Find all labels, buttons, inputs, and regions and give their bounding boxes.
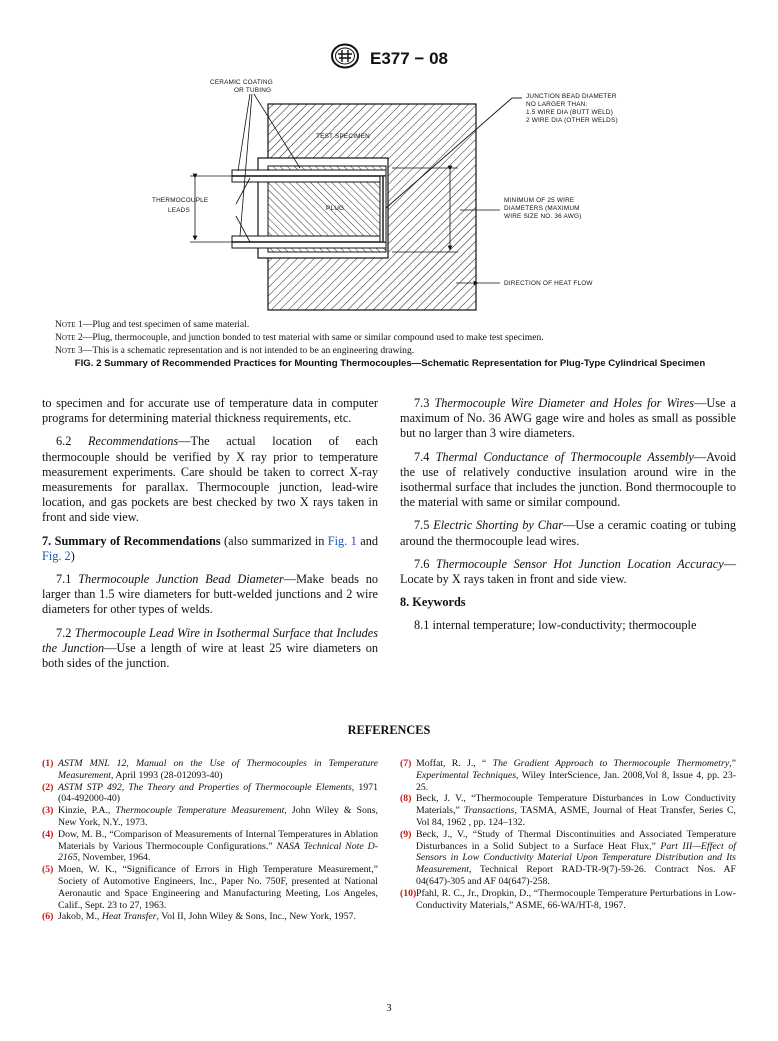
label-junction-2: NO LARGER THAN: <box>526 101 588 108</box>
reference-number[interactable]: (10) <box>400 887 417 899</box>
label-min-1: MINIMUM OF 25 WIRE <box>504 197 575 204</box>
reference-item: (8) Beck, J. V., “Thermocouple Temperature Disturbances in Low Conductivity Materials,” Transactions, TASMA, ASME, Journal of Heat Transfer, Series C, Vol 84, 1962 , pp. 124–132. <box>400 793 737 828</box>
references-right <box>400 758 736 911</box>
figure-note: Note 1—Plug and test specimen of same material. <box>55 319 250 330</box>
figure-notes <box>55 318 725 357</box>
references-left <box>42 758 378 923</box>
fig1-link[interactable]: Fig. 1 <box>327 533 357 548</box>
reference-number[interactable]: (7) <box>400 758 412 769</box>
label-ceramic-1: CERAMIC COATING <box>210 79 273 86</box>
page-number: 3 <box>386 1003 392 1014</box>
paragraph-8-1: 8.1 internal temperature; low-conductivity; thermocouple <box>414 618 697 633</box>
section-7-heading: 7. Summary of Recommendations (also summarized in Fig. 1 and Fig. 2) <box>42 533 378 563</box>
fig2-link[interactable]: Fig. 2 <box>42 548 71 563</box>
reference-item: (3) Kinzie, P.A., Thermocouple Temperature Measurement, John Wiley & Sons, New York, N.Y., 1973. <box>42 805 378 828</box>
reference-number[interactable]: (5) <box>42 864 54 876</box>
paragraph-continuation: to specimen and for accurate use of temperature data in computer programs for determining material thickness requirements, etc. <box>42 396 378 426</box>
reference-number[interactable]: (4) <box>42 828 54 840</box>
left-column <box>42 396 378 679</box>
label-leads-1: THERMOCOUPLE <box>152 197 209 204</box>
paragraph-7-4: 7.4 Thermal Conductance of Thermocouple Assembly—Avoid the use of relatively conductive insulation around wire in the isothermal surface that includes the junction. Bond thermocouple to the material with same or similar compound. <box>400 449 736 510</box>
paragraph-7-2: 7.2 Thermocouple Lead Wire in Isothermal Surface that Includes the Junction—Use a length of wire at least 25 wire diameters on both sides of the junction. <box>42 625 378 671</box>
right-column <box>400 396 736 642</box>
label-plug: PLUG <box>326 205 345 212</box>
figure-2-diagram <box>140 76 660 316</box>
paragraph-7-1: 7.1 Thermocouple Junction Bead Diameter—Make beads no larger than 1.5 wire diameters for butt-welded junctions and 2 wire diameters for other types of welds. <box>42 572 378 617</box>
reference-item: (10) Pfahl, R. C., Jr., Dropkin, D., “Thermocouple Temperature Perturbations in Low-Conductivity Materials,” ASME, 66-WA/HT-8, 1967. <box>400 887 736 911</box>
reference-item: (1) ASTM MNL 12, Manual on the Use of Thermocouples in Temperature Measurement, April 1993 (28-012093-40) <box>42 758 378 781</box>
paragraph-7-6: 7.6 Thermocouple Sensor Hot Junction Location Accuracy—Locate by X rays taken in front and side view. <box>400 556 736 587</box>
label-leads-2: LEADS <box>168 207 190 214</box>
reference-number[interactable]: (1) <box>42 758 54 769</box>
reference-item: (7) Moffat, R. J., “ The Gradient Approach to Thermocouple Thermometry,” Experimental Techniques, Wiley InterScience, Jan. 2008,Vol 8, Issue 4, pp. 23-25. <box>400 758 736 793</box>
reference-number[interactable]: (6) <box>42 911 54 923</box>
paragraph-6-2: 6.2 Recommendations—The actual location of each thermocouple should be verified by X ray prior to temperature measurement experiments. Care should be taken to correct X-ray measurements for parallax. Thermocouple junction, lead-wire location, and gas pockets are best checked by two X rays taken in front and side view. <box>42 434 378 525</box>
reference-item: (5) Moen, W. K., “Significance of Errors in High Temperature Measurement,” Society of Automotive Engineers, Inc., Paper No. 750F, presented at National Aeronautic and Space Engineering and Manufacturing Meeting, Los Angeles, Calif., Sept. 23 to 27, 1963. <box>42 864 378 911</box>
label-min-2: DIAMETERS (MAXIMUM <box>504 205 580 212</box>
reference-number[interactable]: (8) <box>400 793 412 805</box>
label-heat-flow: DIRECTION OF HEAT FLOW <box>504 280 593 287</box>
label-ceramic-2: OR TUBING <box>234 87 272 94</box>
figure-note: Note 3—This is a schematic representation and is not intended to be an engineering drawing. <box>55 345 415 356</box>
reference-number[interactable]: (3) <box>42 805 54 817</box>
label-junction-3: 1.5 WIRE DIA (BUTT WELD) <box>526 109 614 116</box>
label-junction-4: 2 WIRE DIA (OTHER WELDS) <box>526 117 618 124</box>
reference-item: (9) Beck, J., V., “Study of Thermal Discontinuities and Associated Temperature Disturbances in a Solid Subject to a Surface Heat Flux,” Part III—Effect of Sensors in Low Conductivity Material Upon Temperature Distribution and Its Measurement, Technical Report RAD-TR-9(7)-59-26. Contract Nos. AF 04(647)-305 and AF 04(647)-258. <box>400 828 737 887</box>
reference-item: (6) Jakob, M., Heat Transfer, Vol II, John Wiley & Sons, Inc., New York, 1957. <box>42 911 356 923</box>
label-junction-1: JUNCTION BEAD DIAMETER <box>526 93 617 100</box>
reference-number[interactable]: (9) <box>400 828 412 840</box>
reference-item: (4) Dow, M. B., “Comparison of Measurements of Internal Temperatures in Ablation Materials by Various Thermocouple Configurations.” NASA Technical Note D-2165, November, 1964. <box>42 828 378 864</box>
paragraph-7-5: 7.5 Electric Shorting by Char—Use a ceramic coating or tubing around the thermocouple lead wires. <box>400 518 736 548</box>
page-header <box>0 43 778 74</box>
figure-note: Note 2—Plug, thermocouple, and junction bonded to test material with same or similar compound used to make test specimen. <box>55 332 544 343</box>
paragraph-7-3: 7.3 Thermocouple Wire Diameter and Holes for Wires—Use a maximum of No. 36 AWG gage wire and holes as small as possible but no larger than 3 wire diameters. <box>400 396 737 441</box>
reference-item: (2) ASTM STP 492, The Theory and Properties of Thermocouple Elements, 1971 (04-492000-40) <box>42 781 378 805</box>
document-designation: E377 − 08 <box>370 48 448 68</box>
label-min-3: WIRE SIZE NO. 36 AWG) <box>504 213 582 220</box>
references-title: REFERENCES <box>347 723 431 737</box>
figure-caption: FIG. 2 Summary of Recommended Practices for Mounting Thermocouples—Schematic Representation for Plug-Type Cylindrical Specimen <box>74 358 706 369</box>
label-test-specimen: TEST SPECIMEN <box>316 133 370 140</box>
astm-logo-icon <box>330 43 360 74</box>
section-8-heading: 8. Keywords <box>400 595 466 610</box>
reference-number[interactable]: (2) <box>42 781 54 793</box>
